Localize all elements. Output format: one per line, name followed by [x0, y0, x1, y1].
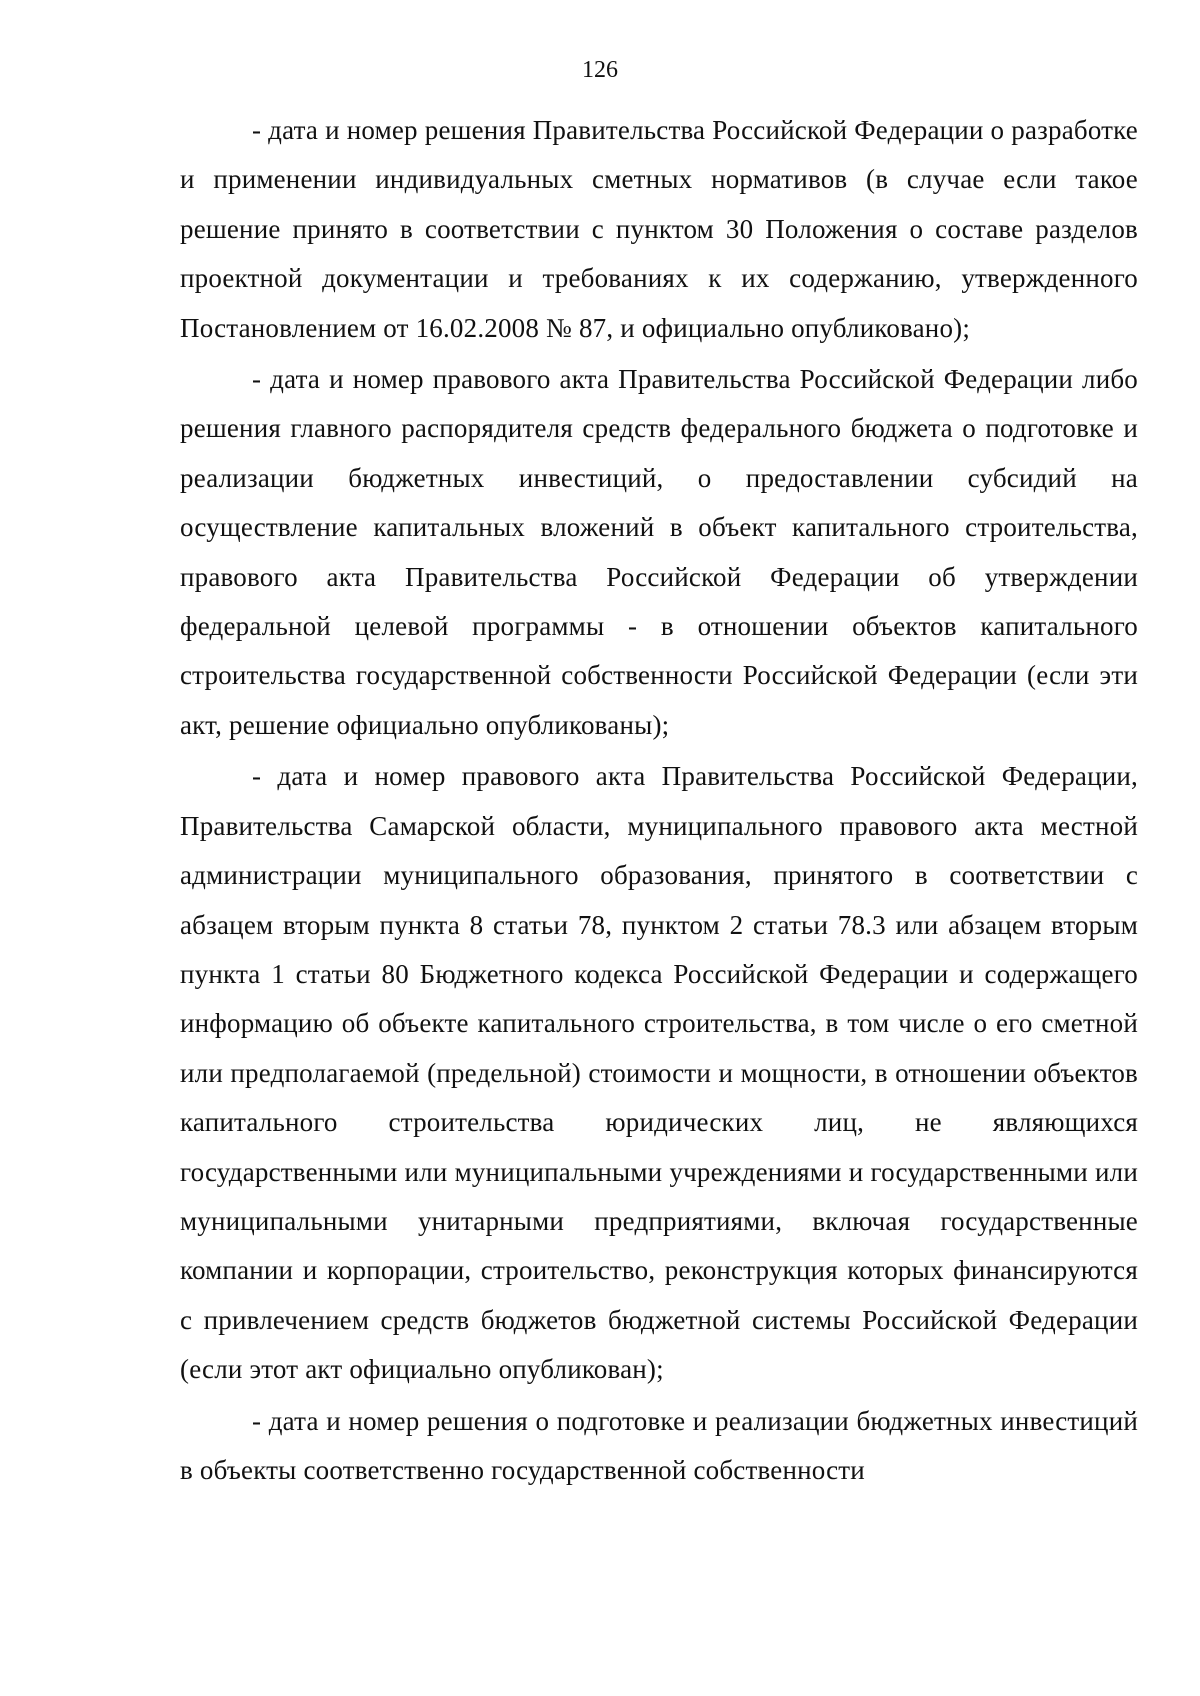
paragraph-4: - дата и номер решения о подготовке и реализации бюджетных инвестиций в объекты соответственно государственной собственности [180, 1405, 1138, 1485]
page-number: 126 [582, 57, 618, 83]
paragraph-2: - дата и номер правового акта Правительства Российской Федерации либо решения главного распорядителя средств федерального бюджета о подготовке и реализации бюджетных инвестиций, о предоставлении субсидий на осуществление капитальных вложений в объект капитального строительства, правового акта Правительства Российской Федерации об утверждении федеральной целевой программы - в отношении объектов капитального строительства государственной собственности Российской Федерации (если эти акт, решение официально опубликованы); [180, 364, 1138, 740]
document-body [180, 106, 1138, 1497]
paragraph-3: - дата и номер правового акта Правительства Российской Федерации, Правительства Самарской области, муниципального правового акта местной администрации муниципального образования, принятого в соответствии с абзацем вторым пункта 8 статьи 78, пунктом 2 статьи 78.3 или абзацем вторым пункта 1 статьи 80 Бюджетного кодекса Российской Федерации и содержащего информацию об объекте капитального строительства, в том числе о его сметной или предполагаемой (предельной) стоимости и мощности, в отношении объектов капитального строительства юридических лиц, не являющихся государственными или муниципальными учреждениями и государственными или муниципальными унитарными предприятиями, включая государственные компании и корпорации, строительство, реконструкция которых финансируются с привлечением средств бюджетов бюджетной системы Российской Федерации (если этот акт официально опубликован); [180, 761, 1138, 1385]
paragraph-1: - дата и номер решения Правительства Российской Федерации о разработке и применении индивидуальных сметных нормативов (в случае если такое решение принято в соответствии с пунктом 30 Положения о составе разделов проектной документации и требованиях к их содержанию, утвержденного Постановлением от 16.02.2008 № 87, и официально опубликовано); [180, 115, 1138, 343]
